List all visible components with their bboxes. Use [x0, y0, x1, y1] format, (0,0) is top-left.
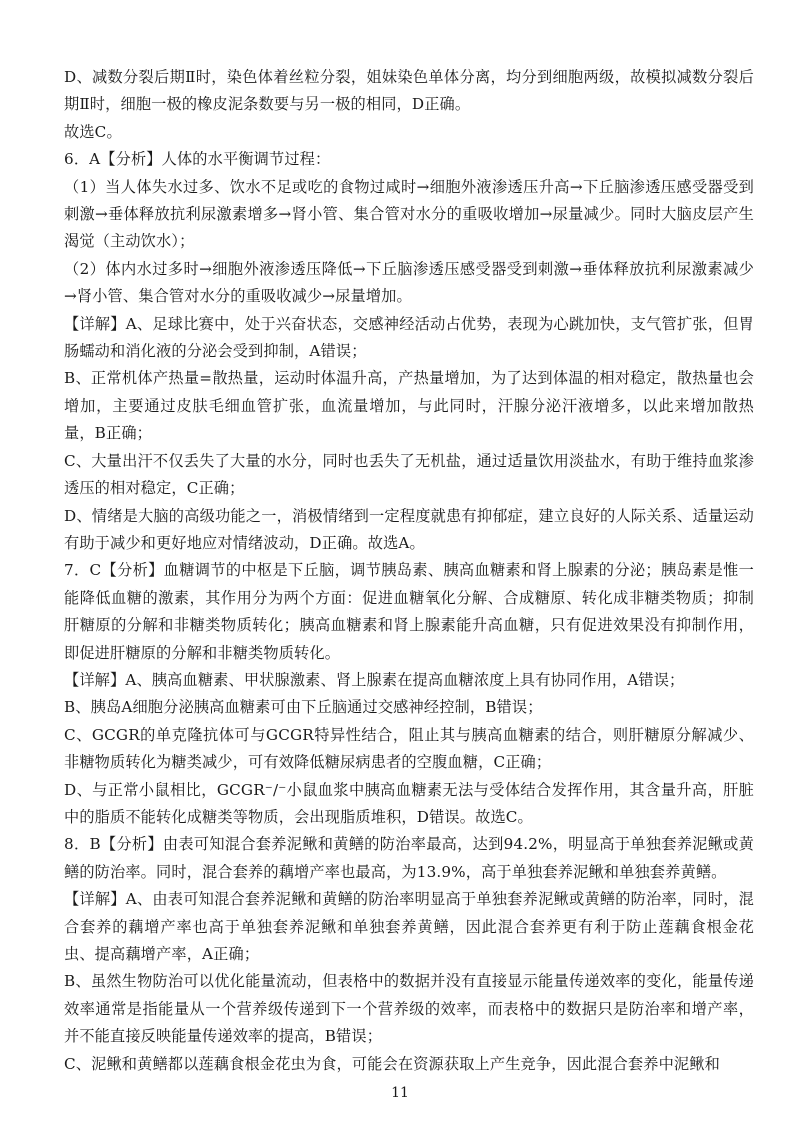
paragraph-q7-detail-a: 【详解】A、胰高血糖素、甲状腺激素、肾上腺素在提高血糖浓度上具有协同作用，A错误； — [64, 670, 685, 689]
paragraph-q7-analysis: 7．C【分析】血糖调节的中枢是下丘脑，调节胰岛素、胰高血糖素和肾上腺素的分泌；胰岛素是惟一能降低血糖的激素，其作用分为两个方面：促进血糖氧化分解、合成糖原、转化成非糖类物质；抑制肝糖原的分解和非糖类物质转化；胰高血糖素和肾上腺素能升高血糖，只有促进效果没有抑制作用，即促进肝糖原的分解和非糖类物质转化。 — [64, 561, 754, 662]
paragraph-answer-5: 故选C。 — [64, 122, 122, 141]
paragraph-q7-detail-d: D、与正常小鼠相比，GCGR⁻/⁻小鼠血浆中胰高血糖素无法与受体结合发挥作用，其含量升高，肝脏中的脂质不能转化成糖类等物质，会出现脂质堆积，D错误。故选C。 — [64, 780, 754, 826]
paragraph-d-meiosis: D、减数分裂后期Ⅱ时，染色体着丝粒分裂，姐妹染色单体分离，均分到细胞两级，故模拟减数分裂后期Ⅱ时，细胞一极的橡皮泥条数要与另一极的相同，D正确。 — [64, 68, 754, 114]
paragraph-q8-detail-c: C、泥鳅和黄鳝都以莲藕食根金花虫为食，可能会在资源获取上产生竞争，因此混合套养中泥鳅和 — [64, 1054, 720, 1073]
paragraph-q8-analysis: 8．B【分析】由表可知混合套养泥鳅和黄鳝的防治率最高，达到94.2%，明显高于单独套养泥鳅或黄鳝的防治率。同时，混合套养的藕增产率也最高，为13.9%，高于单独套养泥鳅和单独套养黄鳝。 — [64, 835, 754, 881]
paragraph-q7-detail-b: B、胰岛A细胞分泌胰高血糖素可由下丘脑通过交感神经控制，B错误； — [64, 698, 543, 717]
page-body — [64, 64, 754, 1078]
paragraph-q8-detail-b: B、虽然生物防治可以优化能量流动，但表格中的数据并没有直接显示能量传递效率的变化，能量传递效率通常是指能量从一个营养级传递到下一个营养级的效率，而表格中的数据只是防治率和增产率，并不能直接反映能量传递效率的提高，B错误； — [64, 972, 754, 1046]
paragraph-q7-detail-c: C、GCGR的单克隆抗体可与GCGR特异性结合，阻止其与胰高血糖素的结合，则肝糖原分解减少、非糖物质转化为糖类减少，可有效降低糖尿病患者的空腹血糖，C正确； — [64, 725, 754, 772]
page-number: 11 — [391, 1085, 409, 1101]
paragraph-q8-detail-a: 【详解】A、由表可知混合套养泥鳅和黄鳝的防治率明显高于单独套养泥鳅或黄鳝的防治率，同时，混合套养的藕增产率也高于单独套养泥鳅和单独套养黄鳝，因此混合套养更有利于防止莲藕食根金花虫、提高藕增产率，A正确； — [64, 890, 754, 963]
paragraph-q6-detail-b: B、正常机体产热量=散热量，运动时体温升高，产热量增加，为了达到体温的相对稳定，散热量也会增加，主要通过皮肤毛细血管扩张，血流量增加，与此同时，汗腺分泌汗液增多，以此来增加散热量，B正确； — [64, 369, 754, 443]
paragraph-q6-step1: （1）当人体失水过多、饮水不足或吃的食物过咸时→细胞外液渗透压升高→下丘脑渗透压感受器受到刺激→垂体释放抗利尿激素增多→肾小管、集合管对水分的重吸收增加→尿量减少。同时大脑皮层产生渴觉（主动饮水）； — [64, 177, 754, 251]
paragraph-q6-detail-a: 【详解】A、足球比赛中，处于兴奋状态，交感神经活动占优势，表现为心跳加快，支气管扩张，但胃肠蠕动和消化液的分泌会受到抑制，A错误； — [64, 314, 754, 361]
paragraph-q6-step2: （2）体内水过多时→细胞外液渗透压降低→下丘脑渗透压感受器受到刺激→垂体释放抗利尿激素减少→肾小管、集合管对水分的重吸收减少→尿量增加。 — [64, 259, 754, 306]
paragraph-q6-detail-c: C、大量出汗不仅丢失了大量的水分，同时也丢失了无机盐，通过适量饮用淡盐水，有助于维持血浆渗透压的相对稳定，C正确； — [64, 451, 754, 498]
paragraph-q6-analysis: 6．A【分析】人体的水平衡调节过程： — [64, 150, 331, 169]
paragraph-q6-detail-d: D、情绪是大脑的高级功能之一，消极情绪到一定程度就患有抑郁症，建立良好的人际关系、适量运动有助于减少和更好地应对情绪波动，D正确。故选A。 — [64, 506, 754, 552]
